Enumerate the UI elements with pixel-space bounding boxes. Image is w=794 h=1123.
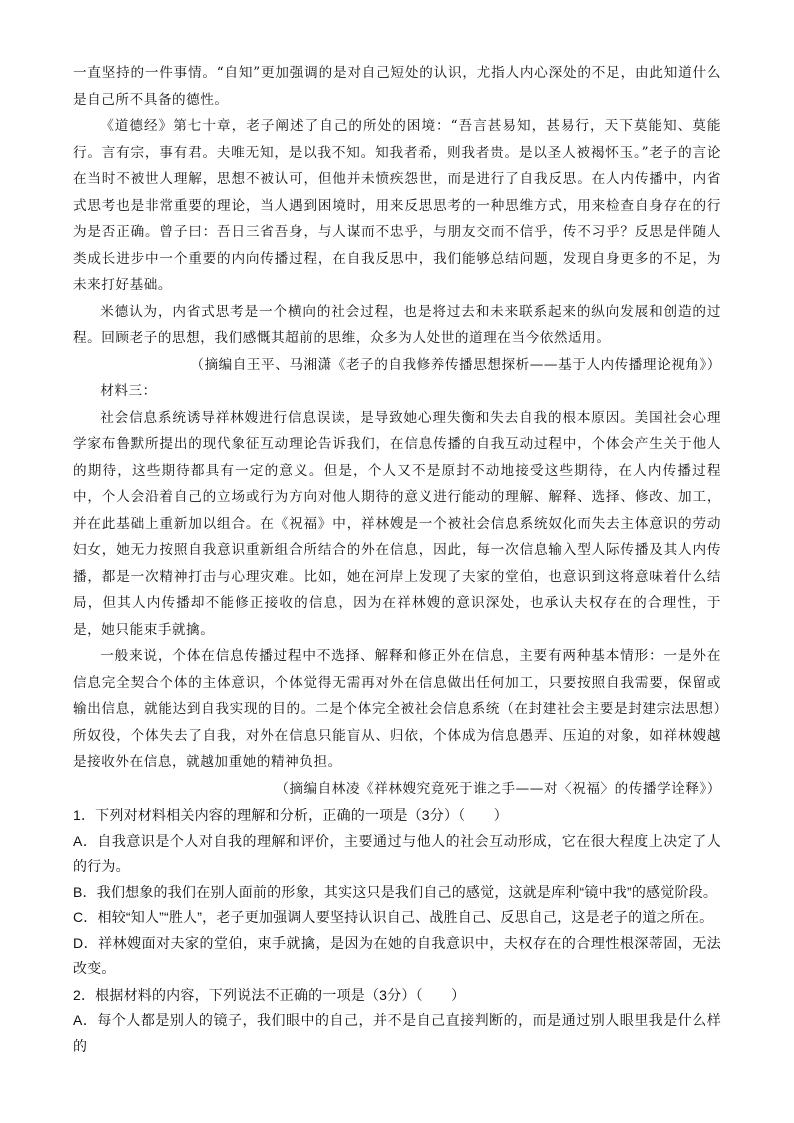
question-stem: 2．根据材料的内容，下列说法不正确的一项是（3分）（ ）	[73, 986, 466, 1003]
option-a: A．自我意识是个人对自我的理解和评价，主要通过与他人的社会互动形成，它在很大程度上决定了人的行为。	[73, 832, 721, 874]
exam-page	[73, 60, 721, 1059]
material3-source: （摘编自林凌《祥林嫂究竟死于谁之手——对〈祝福〉的传播学诠释》）	[275, 780, 721, 797]
question-stem: 1．下列对材料相关内容的理解和分析，正确的一项是（3分）（ ）	[73, 807, 508, 823]
option-a: A．每个人都是别人的镜子，我们眼中的自己，并不是自己直接判断的，而是通过别人眼里我是什么样的	[73, 1012, 721, 1054]
material2-paragraph-tail: 一直坚持的一件事情。“自知”更加强调的是对自己短处的认识，尤指人内心深处的不足，由此知道什么是自己所不具备的德性。	[73, 65, 721, 108]
option-d: D．祥林嫂面对夫家的堂伯，束手就擒，是因为在她的自我意识中，夫权存在的合理性根深蒂固，无法改变。	[73, 934, 721, 976]
question-1	[73, 803, 721, 982]
question-2	[73, 983, 721, 1060]
material2-paragraph-mead: 米德认为，内省式思考是一个横向的社会过程，也是将过去和未来联系起来的纵向发展和创造的过程。回顾老子的思想，我们感慨其超前的思维，众多为人处世的道理在当今依然适用。	[73, 303, 721, 346]
option-b: B．我们想象的我们在别人面前的形象，其实这只是我们自己的感觉，这就是库利“镜中我”的感觉阶段。	[73, 883, 718, 900]
material3-label: 材料三：	[100, 383, 157, 399]
material3-paragraph-1: 社会信息系统诱导祥林嫂进行信息误读，是导致她心理失衡和失去自我的根本原因。美国社会心理学家布鲁默所提出的现代象征互动理论告诉我们，在信息传播的自我互动过程中，个体会产生关于他人的期待，这些期待都具有一定的意义。但是，个人又不是原封不动地接受这些期待，在人内传播过程中，个人会沿着自己的立场或行为方向对他人期待的意义进行能动的理解、解释、选择、修改、加工，并在此基础上重新加以组合。在《祝福》中，祥林嫂是一个被社会信息系统奴化而失去主体意识的劳动妇女，她无力按照自我意识重新组合所结合的外在信息，因此，每一次信息输入型人际传播及其人内传播，都是一次精神打击与心理灾难。比如，她在河岸上发现了夫家的堂伯，也意识到这将意味着什么结局，但其人内传播却不能修正接收的信息，因为在祥林嫂的意识深处，也承认夫权存在的合理性，于是，她只能束手就擒。	[73, 409, 721, 638]
option-c: C．相较“知人”“胜人”，老子更加强调人要坚持认识自己、战胜自己、反思自己，这是老子的道之所在。	[73, 909, 714, 925]
material2-paragraph-laozi: 《道德经》第七十章，老子阐述了自己的所处的困境：“吾言甚易知，甚易行，天下莫能知、莫能行。言有宗，事有君。夫唯无知，是以我不知。知我者希，则我者贵。是以圣人被褐怀玉。”老子的言论在当时不被世人理解，思想不被认可，但他并未愤疾怨世，而是进行了自我反思。在人内传播中，内省式思考也是非常重要的理论，当人遇到困境时，用来反思思考的一种思维方式，用来检查自身存在的行为是否正确。曾子曰：吾日三省吾身，与人谋而不忠乎，与朋友交而不信乎，传不习乎？反思是伴随人类成长进步中一个重要的内向传播过程，在自我反思中，我们能够总结问题，发现自身更多的不足，为未来打好基础。	[73, 118, 721, 293]
material3-paragraph-2: 一般来说，个体在信息传播过程中不选择、解释和修正外在信息，主要有两种基本情形：一是外在信息完全契合个体的主体意识，个体觉得无需再对外在信息做出任何加工，只要按照自我需要，保留或输出信息，就能达到自我实现的目的。二是个体完全被社会信息系统（在封建社会主要是封建宗法思想）所奴役，个体失去了自我，对外在信息只能盲从、归依，个体成为信息愚弄、压迫的对象，如祥林嫂越是接收外在信息，就越加重她的精神负担。	[73, 648, 721, 770]
material2-source: （摘编自王平、马湘潇《老子的自我修养传播思想探析——基于人内传播理论视角》）	[190, 356, 721, 373]
